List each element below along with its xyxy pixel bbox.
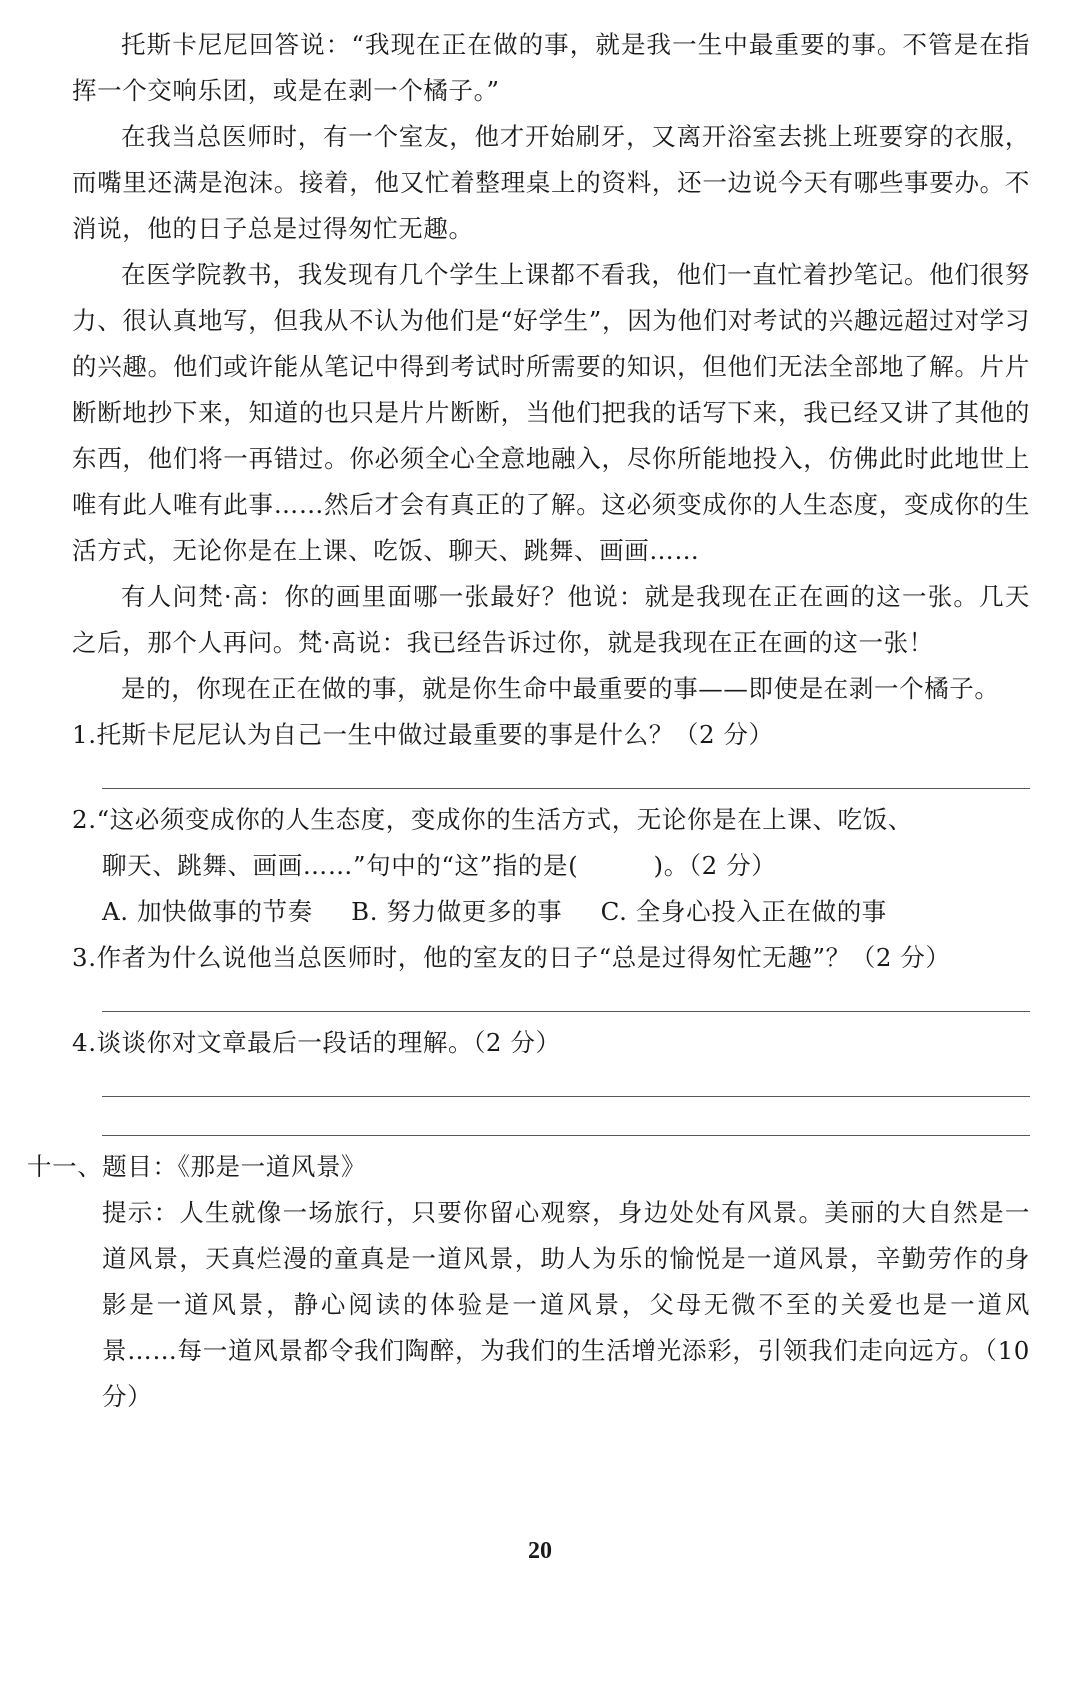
passage-paragraph-4: 有人问梵·高：你的画里面哪一张最好？他说：就是我现在正在画的这一张。几天之后，那个人再问。梵·高说：我已经告诉过你，就是我现在正在画的这一张！: [72, 582, 1030, 657]
option-a[interactable]: A. 加快做事的节奏: [102, 897, 313, 926]
option-b[interactable]: B. 努力做更多的事: [351, 897, 563, 926]
question-2-line-2: 聊天、跳舞、画画……”句中的“这”指的是( )。（2 分）: [102, 851, 777, 880]
passage-paragraph-3: 在医学院教书，我发现有几个学生上课都不看我，他们一直忙着抄笔记。他们很努力、很认真地写，但我从不认为他们是“好学生”，因为他们对考试的兴趣远超过对学习的兴趣。他们或许能从笔记中得到考试时所需要的知识，但他们无法全部地了解。片片断断地抄下来，知道的也只是片片断断，当他们把我的话写下来，我已经又讲了其他的东西，他们将一再错过。你必须全心全意地融入，尽你所能地投入，仿佛此时此地世上唯有此人唯有此事……然后才会有真正的了解。这必须变成你的人生态度，变成你的生活方式，无论你是在上课、吃饭、聊天、跳舞、画画……: [72, 260, 1030, 565]
answer-line-q3[interactable]: [102, 981, 1030, 1012]
passage-paragraph-5: 是的，你现在正在做的事，就是你生命中最重要的事——即使是在剥一个橘子。: [121, 674, 1000, 703]
passage-paragraph-2: 在我当总医师时，有一个室友，他才开始刷牙，又离开浴室去挑上班要穿的衣服，而嘴里还满是泡沫。接着，他又忙着整理桌上的资料，还一边说今天有哪些事要办。不消说，他的日子总是过得匆忙无趣。: [72, 122, 1030, 243]
page-number: 20: [528, 1538, 552, 1564]
question-1: 1.托斯卡尼尼认为自己一生中做过最重要的事是什么？（2 分）: [72, 720, 774, 749]
answer-line-q4-2[interactable]: [102, 1105, 1030, 1136]
essay-title: 十一、题目：《那是一道风景》: [27, 1152, 367, 1181]
option-c[interactable]: C. 全身心投入正在做的事: [600, 897, 887, 926]
essay-tip: 提示：人生就像一场旅行，只要你留心观察，身边处处有风景。美丽的大自然是一道风景，天真烂漫的童真是一道风景，助人为乐的愉悦是一道风景，辛勤劳作的身影是一道风景，静心阅读的体验是一道风景，父母无微不至的关爱也是一道风景……每一道风景都令我们陶醉，为我们的生活增光添彩，引领我们走向远方。（10 分）: [102, 1198, 1030, 1411]
answer-line-q4-1[interactable]: [102, 1066, 1030, 1097]
answer-line-q1[interactable]: [102, 758, 1030, 789]
question-4: 4.谈谈你对文章最后一段话的理解。（2 分）: [72, 1028, 561, 1057]
question-3: 3.作者为什么说他当总医师时，他的室友的日子“总是过得匆忙无趣”？（2 分）: [72, 943, 951, 972]
passage-paragraph-1: 托斯卡尼尼回答说：“我现在正在做的事，就是我一生中最重要的事。不管是在指挥一个交响乐团，或是在剥一个橘子。”: [72, 30, 1030, 105]
question-2-line-1: 2.“这必须变成你的人生态度，变成你的生活方式，无论你是在上课、吃饭、: [72, 805, 913, 834]
question-2-options: [72, 889, 1030, 935]
